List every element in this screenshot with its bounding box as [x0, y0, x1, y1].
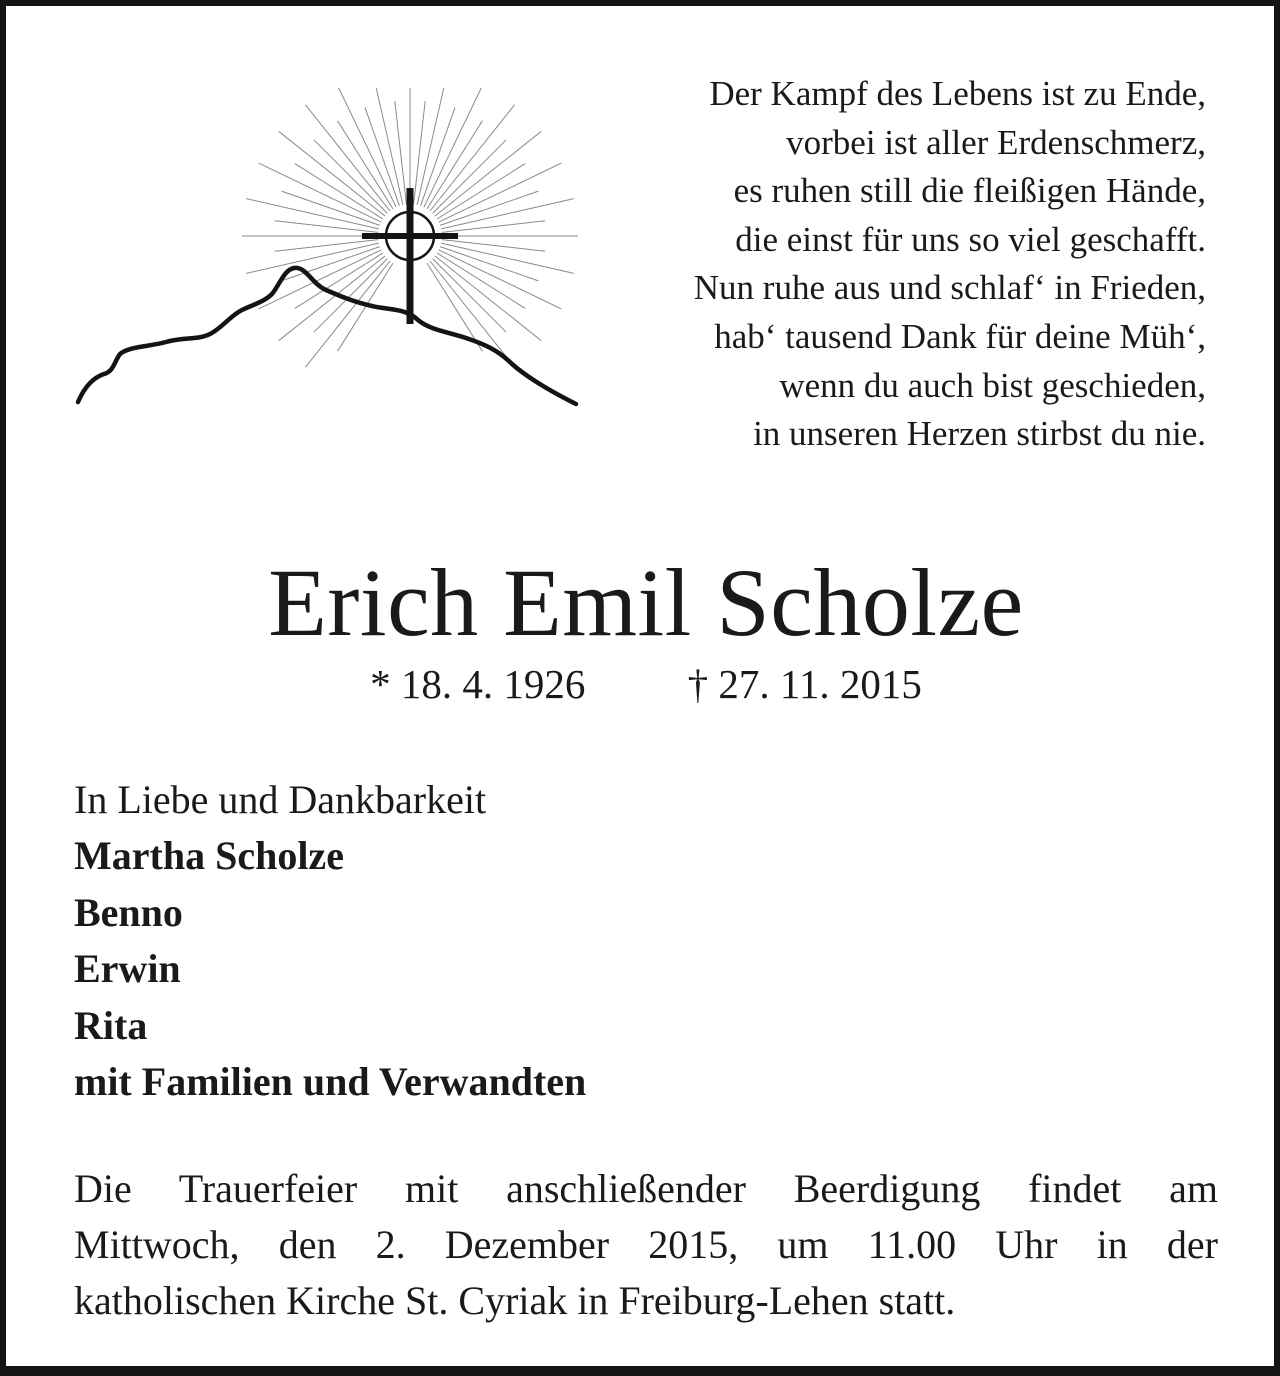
- poem-line: Der Kampf des Lebens ist zu Ende,: [709, 74, 1206, 113]
- mourner-name: Martha Scholze: [74, 833, 344, 879]
- light-ray: [246, 243, 379, 273]
- light-ray: [442, 221, 545, 233]
- light-ray: [439, 163, 562, 222]
- light-ray: [435, 131, 541, 216]
- cross-icon: [362, 188, 458, 324]
- light-ray: [275, 240, 378, 252]
- light-ray: [314, 140, 388, 214]
- funeral-line: Die Trauerfeier mit anschließender Beerdigung findet am: [74, 1166, 1218, 1211]
- deceased-name: Erich Emil Scholze: [268, 549, 1024, 656]
- light-ray: [246, 199, 379, 229]
- cross-mountain-icon: [72, 88, 582, 412]
- light-ray: [433, 140, 507, 214]
- poem-line: die einst für uns so viel geschafft.: [735, 219, 1206, 259]
- mourner-name: mit Familien und Verwandten: [74, 1059, 587, 1105]
- poem-line: es ruhen still die fleißigen Hände,: [733, 171, 1206, 211]
- light-ray: [305, 261, 390, 367]
- light-ray: [414, 101, 426, 204]
- poem-line: Nun ruhe aus und schlaf‘ in Frieden,: [693, 268, 1206, 308]
- light-ray: [430, 105, 515, 211]
- poem-line: wenn du auch bist geschieden,: [779, 365, 1206, 405]
- memorial-poem: [546, 70, 1206, 459]
- mountain-outline: [78, 268, 576, 404]
- mourner-name: Rita: [74, 1002, 148, 1048]
- funeral-line: Mittwoch, den 2. Dezember 2015, um 11.00 Uhr in der: [74, 1222, 1218, 1267]
- poem-line: in unseren Herzen stirbst du nie.: [753, 414, 1206, 454]
- light-ray: [259, 250, 382, 309]
- light-ray: [435, 256, 541, 341]
- light-ray: [259, 163, 382, 222]
- light-ray: [417, 88, 447, 205]
- light-ray: [433, 259, 507, 333]
- mourner-name: Erwin: [74, 946, 181, 992]
- light-ray: [305, 105, 390, 211]
- mourners-intro: In Liebe und Dankbarkeit: [74, 777, 487, 822]
- light-ray: [430, 261, 515, 367]
- mourners-block: [74, 772, 974, 1110]
- light-ray: [279, 131, 385, 216]
- light-ray: [373, 88, 403, 205]
- funeral-details: [74, 1161, 1218, 1329]
- light-ray: [442, 240, 545, 252]
- light-ray: [439, 250, 562, 309]
- light-ray: [337, 88, 396, 207]
- light-ray: [314, 259, 388, 333]
- light-ray: [275, 221, 378, 233]
- mourner-name: Benno: [74, 889, 183, 935]
- funeral-line: katholischen Kirche St. Cyriak in Freiburg-Lehen statt.: [74, 1278, 956, 1323]
- poem-line: hab‘ tausend Dank für deine Müh‘,: [714, 316, 1206, 356]
- light-ray: [424, 88, 483, 207]
- poem-line: vorbei ist aller Erdenschmerz,: [786, 122, 1206, 162]
- birth-date: * 18. 4. 1926: [370, 661, 586, 707]
- death-date: † 27. 11. 2015: [687, 661, 922, 707]
- life-dates: [6, 658, 1280, 710]
- light-ray: [395, 101, 407, 204]
